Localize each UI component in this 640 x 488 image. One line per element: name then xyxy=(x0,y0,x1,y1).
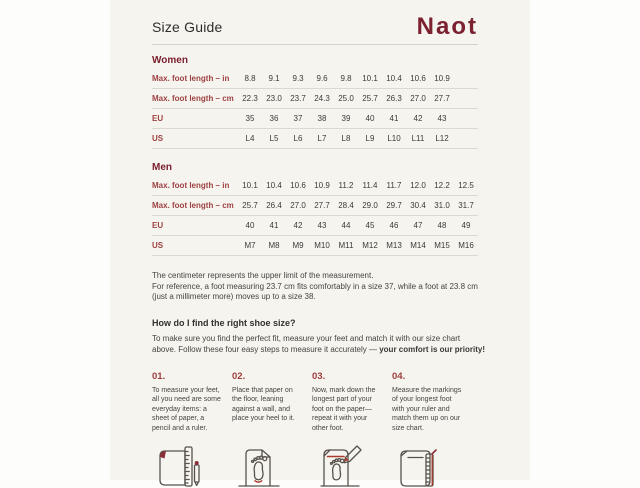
measure-step-1 xyxy=(152,371,232,434)
size-cell: 49 xyxy=(461,221,471,230)
size-cell: 25.7 xyxy=(362,94,378,103)
size-cell: 27.0 xyxy=(410,94,426,103)
size-cell: 37 xyxy=(293,114,303,123)
size-cell: 10.9 xyxy=(314,181,330,190)
size-cell: M7 xyxy=(244,241,256,250)
howto-line2-text: above. Follow these four easy steps to measure it accurately — xyxy=(152,344,380,354)
table-row xyxy=(152,176,478,196)
size-cell: 12.0 xyxy=(410,181,426,190)
step-number: 03. xyxy=(312,370,326,382)
size-cell: L11 xyxy=(411,134,425,143)
table-row xyxy=(152,69,478,89)
size-cell: 27.7 xyxy=(434,94,450,103)
size-cell: L4 xyxy=(245,134,255,143)
howto-paragraph xyxy=(152,333,486,355)
size-cell: 36 xyxy=(269,114,279,123)
size-cell: 30.4 xyxy=(410,201,426,210)
size-cell: 48 xyxy=(437,221,447,230)
row-label: EU xyxy=(152,114,164,123)
step-text: Now, mark down the longest part of your foot on the paper—repeat it with your other foot. xyxy=(312,386,376,432)
step4-illustration xyxy=(392,442,472,488)
size-cell: 27.0 xyxy=(290,201,306,210)
note-line: (just a millimeter more) moves up to a size 38. xyxy=(152,292,316,301)
table-row xyxy=(152,196,478,216)
size-cell: 8.8 xyxy=(244,74,256,83)
row-label: Max. foot length – in xyxy=(152,181,230,190)
size-cell: M15 xyxy=(434,241,450,250)
size-cell: M14 xyxy=(410,241,426,250)
size-cell: M9 xyxy=(292,241,304,250)
size-cell: 11.7 xyxy=(386,181,402,190)
size-cell: 43 xyxy=(437,114,447,123)
size-cell: 10.4 xyxy=(266,181,282,190)
size-cell: 22.3 xyxy=(242,94,258,103)
size-cell: 10.1 xyxy=(242,181,258,190)
measurement-note xyxy=(152,271,478,303)
table-row xyxy=(152,109,478,129)
size-cell: M16 xyxy=(458,241,474,250)
step-text: Place that paper on the floor, leaning against a wall, and place your heel to it. xyxy=(232,386,295,422)
step-number: 01. xyxy=(152,370,166,382)
size-cell: M8 xyxy=(268,241,280,250)
size-cell: 31.7 xyxy=(458,201,474,210)
size-cell: 26.4 xyxy=(266,201,282,210)
women-heading: Women xyxy=(152,55,188,66)
table-row xyxy=(152,216,478,236)
size-cell: L8 xyxy=(341,134,351,143)
size-cell: 29.0 xyxy=(362,201,378,210)
size-cell: 44 xyxy=(341,221,351,230)
size-cell: 9.3 xyxy=(292,74,304,83)
size-cell: L5 xyxy=(269,134,279,143)
paper-footprint-icon xyxy=(232,442,286,488)
size-cell: 10.6 xyxy=(290,181,306,190)
size-cell: 11.4 xyxy=(362,181,378,190)
note-line: For reference, a foot measuring 23.7 cm fits comfortably in a size 37, while a foot at 23.8 cm xyxy=(152,281,478,291)
size-cell: 41 xyxy=(389,114,399,123)
size-cell: 42 xyxy=(413,114,423,123)
table-row xyxy=(152,89,478,109)
size-cell: 12.2 xyxy=(434,181,450,190)
paper-pencil-ruler-icon xyxy=(152,442,206,488)
size-cell: 41 xyxy=(269,221,279,230)
size-cell: 28.4 xyxy=(338,201,354,210)
header xyxy=(152,13,478,45)
size-cell: 26.3 xyxy=(386,94,402,103)
size-cell: M10 xyxy=(314,241,330,250)
size-guide-panel xyxy=(110,0,530,480)
size-cell: L9 xyxy=(365,134,375,143)
ruler-measure-icon xyxy=(392,442,446,488)
step2-illustration xyxy=(232,442,312,488)
size-cell: L7 xyxy=(317,134,327,143)
page-title: Size Guide xyxy=(152,19,223,35)
row-label: Max. foot length – cm xyxy=(152,94,234,103)
step3-illustration xyxy=(312,442,392,488)
size-guide-content xyxy=(152,0,486,488)
size-cell: 12.5 xyxy=(458,181,474,190)
mark-longest-toe-icon xyxy=(312,442,366,488)
size-cell: 27.7 xyxy=(314,201,330,210)
size-cell: 42 xyxy=(293,221,303,230)
men-heading: Men xyxy=(152,162,172,173)
brand-logo: Naot xyxy=(416,13,478,40)
size-cell: 9.8 xyxy=(340,74,352,83)
measure-step-3 xyxy=(312,371,392,434)
women-size-table xyxy=(152,69,478,149)
size-cell: 25.7 xyxy=(242,201,258,210)
measure-steps xyxy=(152,371,478,434)
step-text: Measure the markings of your longest foot with your ruler and match them up on our size chart. xyxy=(392,386,462,432)
size-cell: 9.6 xyxy=(316,74,328,83)
size-cell: 31.0 xyxy=(434,201,450,210)
size-cell: 25.0 xyxy=(338,94,354,103)
size-cell: 10.6 xyxy=(410,74,426,83)
size-cell: 40 xyxy=(365,114,375,123)
size-cell: 24.3 xyxy=(314,94,330,103)
table-row xyxy=(152,236,478,256)
howto-line1: To make sure you find the perfect fit, measure your feet and match it with our size chart xyxy=(152,333,461,343)
size-cell: 43 xyxy=(317,221,327,230)
table-row xyxy=(152,129,478,149)
size-cell: 10.9 xyxy=(434,74,450,83)
row-label: Max. foot length – in xyxy=(152,74,230,83)
size-cell: 23.7 xyxy=(290,94,306,103)
step-number: 04. xyxy=(392,370,406,382)
size-cell: M12 xyxy=(362,241,378,250)
size-cell: 45 xyxy=(365,221,375,230)
men-size-table xyxy=(152,176,478,256)
howto-heading: How do I find the right shoe size? xyxy=(152,317,296,328)
size-cell: 23.0 xyxy=(266,94,282,103)
men-section xyxy=(152,162,478,256)
note-line: The centimeter represents the upper limit of the measurement. xyxy=(152,271,374,280)
row-label: US xyxy=(152,241,164,250)
step1-illustration xyxy=(152,442,232,488)
size-cell: 47 xyxy=(413,221,423,230)
step-number: 02. xyxy=(232,370,246,382)
row-label: US xyxy=(152,134,164,143)
size-cell: 46 xyxy=(389,221,399,230)
size-cell: 29.7 xyxy=(386,201,402,210)
size-cell: 39 xyxy=(341,114,351,123)
size-cell: M13 xyxy=(386,241,402,250)
size-cell: M11 xyxy=(338,241,354,250)
size-cell: 11.2 xyxy=(338,181,354,190)
size-cell: 10.1 xyxy=(362,74,378,83)
size-cell: L6 xyxy=(293,134,303,143)
size-cell: 9.1 xyxy=(268,74,280,83)
size-cell: 40 xyxy=(245,221,255,230)
step-illustrations xyxy=(152,442,478,488)
measure-step-2 xyxy=(232,371,312,434)
size-cell: L10 xyxy=(387,134,401,143)
size-cell: L12 xyxy=(435,134,449,143)
size-cell: 10.4 xyxy=(386,74,402,83)
size-cell: 38 xyxy=(317,114,327,123)
howto-line2-bold: your comfort is our priority! xyxy=(379,344,486,354)
row-label: EU xyxy=(152,221,164,230)
size-cell: 35 xyxy=(245,114,255,123)
howto-line2 xyxy=(152,344,486,355)
step-text: To measure your feet, all you need are some everyday items: a sheet of paper, a pencil and a ruler. xyxy=(152,386,221,432)
women-section xyxy=(152,55,478,149)
row-label: Max. foot length – cm xyxy=(152,201,234,210)
measure-step-4 xyxy=(392,371,472,434)
